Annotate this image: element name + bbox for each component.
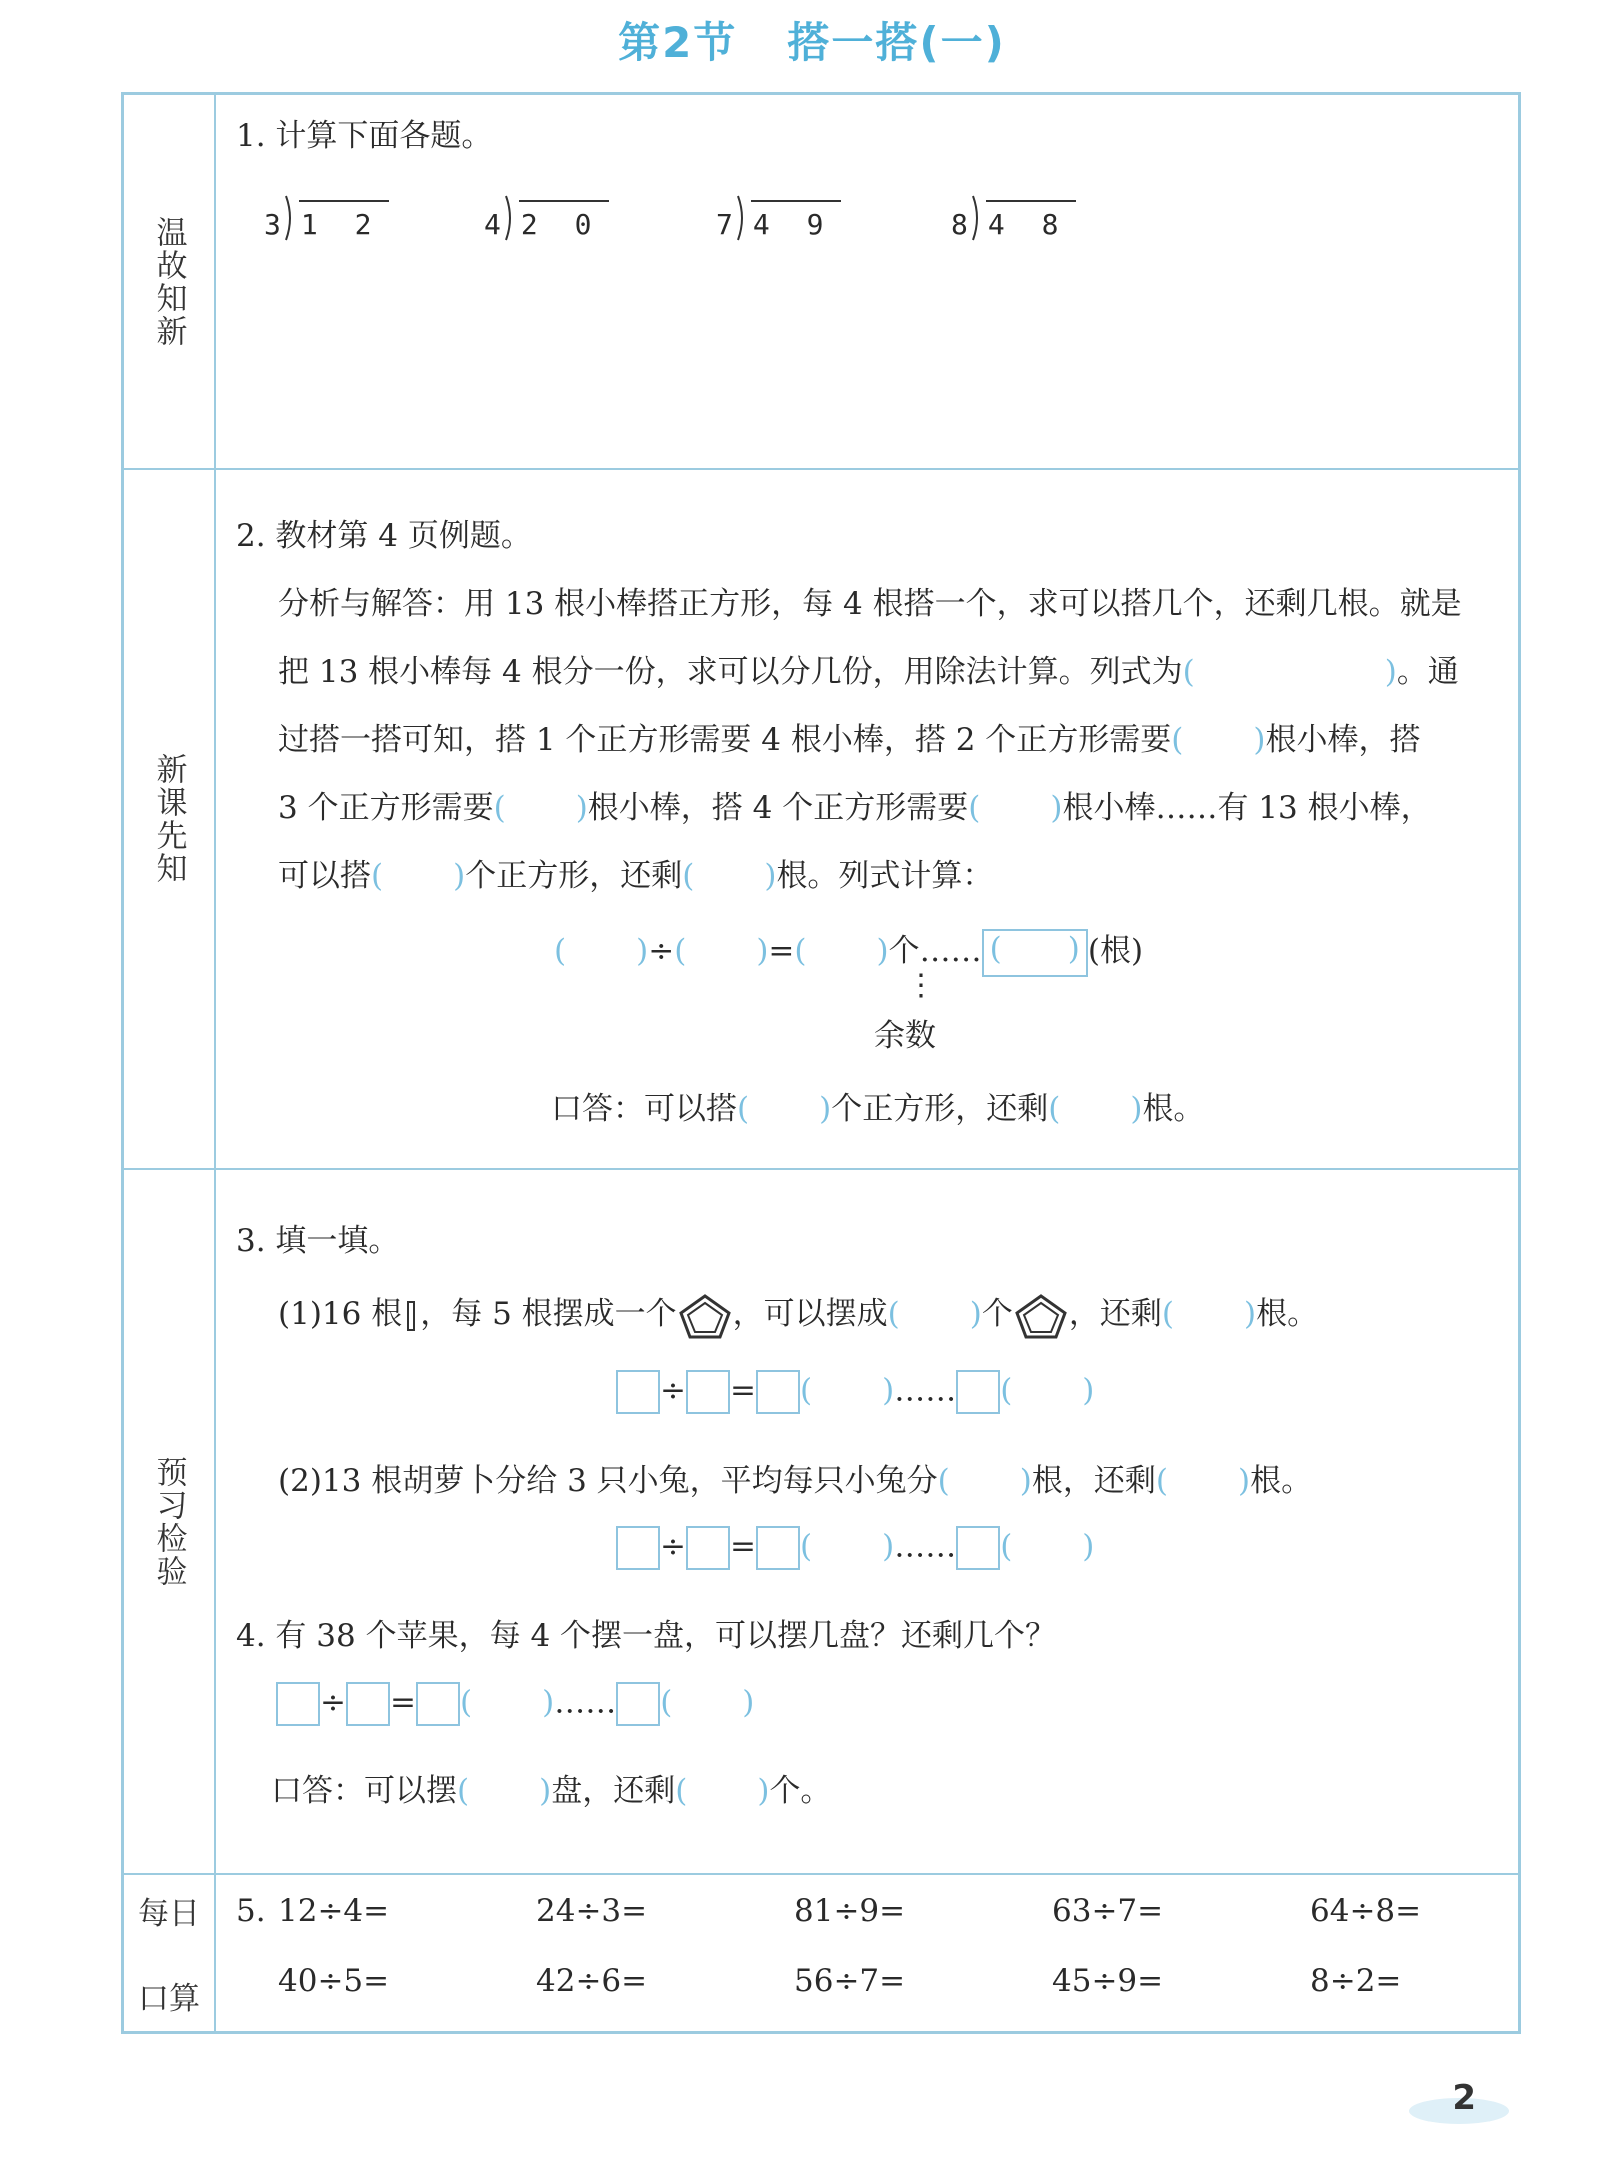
q3-part2-equation: ÷ = ( )…… ( ) [616, 1526, 1094, 1570]
q5-item: 8÷2= [1310, 1963, 1402, 1999]
q2-line3: 过搭一搭可知，搭 1 个正方形需要 4 根小棒，搭 2 个正方形需要( )根小棒，搭 [278, 722, 1421, 758]
division-bracket-icon [737, 195, 747, 241]
long-division-4: 8 4 8 [951, 195, 1076, 241]
newlesson-row [124, 468, 1518, 1168]
division-bracket-icon [285, 195, 295, 241]
q5-item: 81÷9= [794, 1893, 906, 1929]
q2-line5: 可以搭( )个正方形，还剩( )根。列式计算： [278, 858, 994, 894]
q4-equation: ÷ = ( )…… ( ) [276, 1682, 754, 1726]
remainder-box: ( ) [982, 929, 1088, 977]
preview-row [124, 1168, 1518, 1873]
q2-line4: 3 个正方形需要( )根小棒，搭 4 个正方形需要( )根小棒……有 13 根小棒， [278, 790, 1432, 826]
q2-equation: ( )÷( )=( )个…… ( ) (根) [554, 925, 1143, 977]
q4-answer: 口答：可以摆( )盘，还剩( )个。 [271, 1773, 832, 1809]
q5-item: 40÷5= [278, 1963, 390, 1999]
pentagon-icon [1013, 1292, 1069, 1340]
page-title [0, 10, 1624, 70]
daily-side-label: 每日 口算 [124, 1875, 216, 2031]
review-side-label: 温故知新 [124, 95, 216, 468]
q5-item: 64÷8= [1310, 1893, 1422, 1929]
q1-label: 1. 计算下面各题。 [236, 118, 493, 154]
q5-item: 45÷9= [1052, 1963, 1164, 1999]
long-division-1: 3 1 2 [264, 195, 389, 241]
q2-line1: 分析与解答：用 13 根小棒搭正方形，每 4 根搭一个，求可以搭几个，还剩几根。就是 [278, 586, 1462, 622]
pentagon-icon [677, 1292, 733, 1340]
daily-content [216, 1875, 1518, 2031]
page-number: 2 [1452, 2078, 1476, 2118]
section-title: 搭一搭(一) [787, 18, 1006, 67]
remainder-label: 余数 [874, 1018, 936, 1054]
daily-row [124, 1873, 1518, 2031]
q5-item: 24÷3= [536, 1893, 648, 1929]
remainder-pointer-icon: ⋮ [906, 968, 936, 1003]
q5-item: 42÷6= [536, 1963, 648, 1999]
worksheet-table [121, 92, 1521, 2034]
q5-item: 12÷4= [278, 1893, 390, 1929]
q5-item: 63÷7= [1052, 1893, 1164, 1929]
preview-content [216, 1170, 1518, 1873]
preview-side-label: 预习检验 [124, 1170, 216, 1873]
q2-line2: 把 13 根小棒每 4 根分一份，求可以分几份，用除法计算。列式为( )。通 [278, 654, 1459, 690]
q5-item: 56÷7= [794, 1963, 906, 1999]
q3-label: 3. 填一填。 [236, 1223, 400, 1259]
review-content [216, 95, 1518, 468]
q2-label: 2. 教材第 4 页例题。 [236, 518, 532, 554]
q4-label: 4. 有 38 个苹果，每 4 个摆一盘，可以摆几盘？还剩几个？ [236, 1618, 1057, 1654]
q3-part2: (2)13 根胡萝卜分给 3 只小兔，平均每只小兔分( )根，还剩( )根。 [278, 1463, 1313, 1499]
q2-answer: 口答：可以搭( )个正方形，还剩( )根。 [551, 1091, 1205, 1127]
q3-part1-equation: ÷ = ( )…… ( ) [616, 1370, 1094, 1414]
long-division-3: 7 4 9 [716, 195, 841, 241]
division-bracket-icon [505, 195, 515, 241]
q3-part1: (1)16 根 ，每 5 根摆成一个 ，可以摆成( )个 ，还剩( )根。 [278, 1288, 1318, 1340]
newlesson-side-label: 新课先知 [124, 470, 216, 1168]
stick-icon [404, 1300, 418, 1332]
long-division-2: 4 2 0 [484, 195, 609, 241]
review-row [124, 95, 1518, 468]
q5-label: 5. [236, 1893, 266, 1929]
newlesson-content [216, 470, 1518, 1168]
section-number: 第2节 [618, 18, 738, 67]
division-bracket-icon [972, 195, 982, 241]
